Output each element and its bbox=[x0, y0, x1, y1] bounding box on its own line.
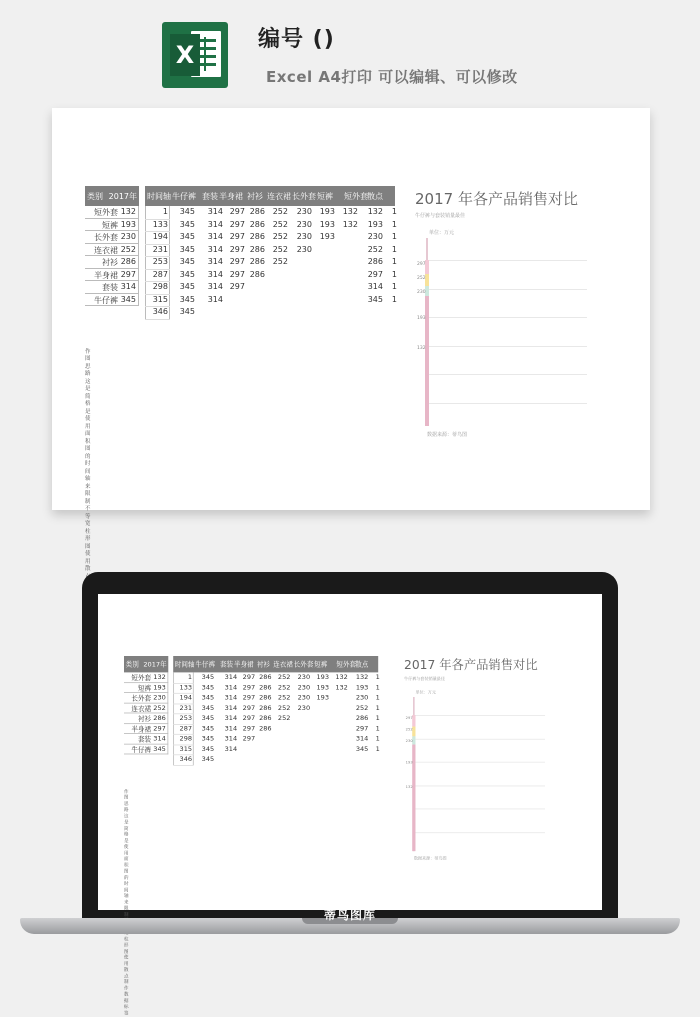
table-cell[interactable]: 286 bbox=[249, 257, 265, 266]
page-title: 编号 () bbox=[258, 27, 335, 52]
table-cell[interactable]: 314 bbox=[207, 257, 223, 266]
chart-gridline bbox=[427, 403, 587, 404]
chart-gridline bbox=[427, 374, 587, 375]
category-row[interactable] bbox=[85, 281, 139, 294]
table-cell[interactable]: 252 bbox=[277, 673, 291, 681]
table-cell[interactable]: 230 bbox=[297, 703, 311, 712]
category-name: 短裤 bbox=[102, 220, 118, 230]
column-header: 散点 bbox=[367, 192, 383, 201]
table-cell[interactable]: 297 bbox=[242, 714, 256, 722]
table-cell[interactable]: 297 bbox=[242, 703, 256, 712]
table-cell[interactable]: 286 bbox=[259, 703, 272, 712]
table-cell[interactable]: 132 bbox=[335, 683, 348, 691]
category-value: 230 bbox=[120, 232, 136, 241]
table-cell[interactable]: 345 bbox=[201, 724, 215, 732]
table-cell[interactable]: 193 bbox=[316, 673, 329, 681]
data-label: 193 bbox=[405, 760, 413, 766]
table-cell[interactable]: 314 bbox=[224, 714, 238, 722]
category-name: 长外套 bbox=[131, 694, 152, 702]
table-cell[interactable]: 286 bbox=[249, 207, 265, 216]
table-cell[interactable]: 297 bbox=[242, 734, 256, 743]
column-header: 短外套 bbox=[344, 192, 368, 201]
table-cell[interactable]: 346 bbox=[152, 307, 168, 316]
table-cell[interactable]: 194 bbox=[152, 232, 168, 241]
table-cell[interactable]: 1 bbox=[375, 724, 380, 732]
category-row[interactable] bbox=[85, 219, 139, 232]
table-cell[interactable]: 230 bbox=[296, 232, 312, 241]
table-cell[interactable]: 314 bbox=[207, 294, 223, 304]
table-cell[interactable]: 193 bbox=[319, 232, 335, 241]
column-header: 牛仔裤 bbox=[172, 192, 196, 201]
table-cell[interactable]: 298 bbox=[179, 734, 193, 743]
table-cell[interactable]: 345 bbox=[201, 714, 215, 722]
table-cell[interactable]: 133 bbox=[179, 683, 193, 691]
category-row[interactable] bbox=[124, 693, 168, 703]
data-label: 230 bbox=[405, 739, 413, 744]
category-value: 297 bbox=[153, 724, 166, 732]
table-cell[interactable]: 314 bbox=[355, 734, 369, 743]
chart-gridline bbox=[414, 738, 545, 739]
category-header-label: 类别 bbox=[125, 660, 139, 669]
category-table-header bbox=[124, 656, 168, 672]
table-cell[interactable]: 230 bbox=[355, 693, 369, 702]
table-cell[interactable]: 252 bbox=[277, 714, 291, 722]
table-cell[interactable]: 252 bbox=[272, 219, 288, 229]
excel-x-mark: X bbox=[170, 34, 200, 76]
column-header: 时间轴 bbox=[174, 660, 195, 669]
table-cell[interactable]: 193 bbox=[316, 683, 329, 691]
table-cell[interactable]: 297 bbox=[242, 693, 256, 702]
category-name: 短外套 bbox=[131, 674, 152, 682]
table-cell[interactable]: 252 bbox=[277, 703, 291, 712]
table-cell[interactable]: 1 bbox=[391, 257, 397, 266]
note-line: 使用散 bbox=[85, 551, 91, 572]
table-cell[interactable]: 286 bbox=[367, 257, 383, 266]
category-value: 132 bbox=[120, 207, 136, 216]
table-cell[interactable]: 286 bbox=[249, 232, 265, 241]
table-cell[interactable]: 132 bbox=[342, 219, 358, 229]
category-value: 193 bbox=[120, 219, 136, 229]
chart-title: 2017 年各产品销售对比 bbox=[404, 657, 538, 673]
category-row[interactable] bbox=[124, 672, 168, 682]
table-cell[interactable]: 345 bbox=[201, 734, 215, 743]
table-cell[interactable]: 345 bbox=[201, 673, 215, 681]
table-cell[interactable]: 314 bbox=[207, 207, 223, 216]
table-cell[interactable]: 253 bbox=[152, 257, 168, 266]
column-header: 长外套 bbox=[292, 192, 316, 201]
table-cell[interactable]: 194 bbox=[179, 693, 193, 702]
column-header: 套装 bbox=[202, 192, 218, 201]
table-cell[interactable]: 346 bbox=[179, 755, 193, 763]
table-cell[interactable]: 345 bbox=[201, 755, 215, 763]
chart-gridline bbox=[414, 715, 545, 716]
table-cell[interactable]: 314 bbox=[224, 734, 238, 743]
data-table-header bbox=[145, 186, 395, 206]
chart-gridline bbox=[427, 289, 587, 290]
category-name: 套装 bbox=[102, 283, 118, 292]
table-cell[interactable]: 1 bbox=[375, 734, 380, 743]
category-table-header bbox=[85, 186, 139, 206]
table-cell[interactable]: 298 bbox=[152, 282, 168, 291]
table-cell[interactable]: 297 bbox=[229, 244, 245, 254]
chart-unit: 单位：万元 bbox=[415, 690, 436, 696]
table-cell[interactable]: 314 bbox=[224, 693, 238, 702]
category-value: 314 bbox=[153, 734, 166, 743]
year-header-label: 2017年 bbox=[108, 192, 137, 201]
category-row[interactable] bbox=[85, 294, 139, 307]
table-cell[interactable]: 345 bbox=[201, 683, 215, 691]
data-label: 193 bbox=[417, 316, 426, 321]
table-cell[interactable]: 345 bbox=[179, 307, 195, 316]
table-cell[interactable]: 132 bbox=[355, 673, 369, 681]
table-cell[interactable]: 193 bbox=[319, 207, 335, 216]
table-cell[interactable]: 1 bbox=[391, 282, 397, 291]
data-label: 132 bbox=[417, 346, 426, 351]
table-cell[interactable]: 314 bbox=[224, 673, 238, 681]
column-header: 衬衫 bbox=[256, 660, 270, 669]
category-value: 252 bbox=[153, 703, 166, 712]
table-cell[interactable]: 345 bbox=[179, 282, 195, 291]
table-cell[interactable]: 1 bbox=[187, 673, 193, 681]
table-cell[interactable]: 252 bbox=[277, 693, 291, 702]
table-cell[interactable]: 1 bbox=[391, 219, 397, 229]
table-cell[interactable]: 252 bbox=[355, 703, 369, 712]
chart-gridline bbox=[427, 346, 587, 347]
table-cell[interactable]: 345 bbox=[367, 294, 383, 304]
table-cell[interactable]: 252 bbox=[272, 244, 288, 254]
table-cell[interactable]: 314 bbox=[207, 244, 223, 254]
note-line: 作图思路 bbox=[124, 789, 129, 813]
table-cell[interactable]: 345 bbox=[201, 744, 215, 753]
year-header-label: 2017年 bbox=[143, 660, 167, 669]
table-cell[interactable]: 133 bbox=[152, 219, 168, 229]
note-line: 使用散点制作数据标签 bbox=[124, 955, 129, 1016]
table-cell[interactable]: 297 bbox=[229, 219, 245, 229]
table-cell[interactable]: 297 bbox=[355, 724, 369, 732]
chart-source: 数据来源：蒂鸟图 bbox=[413, 856, 447, 861]
table-cell[interactable]: 314 bbox=[207, 282, 223, 291]
table-cell[interactable]: 231 bbox=[152, 244, 168, 254]
data-label: 252 bbox=[417, 276, 426, 281]
column-header: 散点 bbox=[355, 660, 369, 669]
table-cell[interactable]: 314 bbox=[224, 744, 238, 753]
table-cell[interactable]: 345 bbox=[179, 269, 195, 279]
table-cell[interactable]: 297 bbox=[229, 207, 245, 216]
table-cell[interactable]: 297 bbox=[242, 724, 256, 732]
category-value: 252 bbox=[120, 244, 136, 254]
table-cell[interactable]: 345 bbox=[179, 219, 195, 229]
table-cell[interactable]: 253 bbox=[179, 714, 193, 722]
table-cell[interactable]: 297 bbox=[242, 673, 256, 681]
chart-gridline bbox=[414, 809, 545, 810]
table-cell[interactable]: 193 bbox=[316, 693, 329, 702]
table-cell[interactable]: 1 bbox=[375, 693, 380, 702]
table-cell[interactable]: 286 bbox=[259, 693, 272, 702]
table-cell[interactable]: 314 bbox=[224, 683, 238, 691]
table-cell[interactable]: 1 bbox=[391, 269, 397, 279]
category-row[interactable] bbox=[124, 703, 168, 713]
chart-gridline bbox=[414, 762, 545, 763]
table-cell[interactable]: 1 bbox=[375, 714, 380, 722]
category-name: 半身裙 bbox=[131, 725, 152, 733]
table-cell[interactable]: 314 bbox=[207, 232, 223, 241]
table-cell[interactable]: 314 bbox=[207, 269, 223, 279]
page-subtitle: Excel A4打印 可以编辑、可以修改 bbox=[266, 68, 518, 86]
chart-gridline bbox=[414, 785, 545, 786]
category-row[interactable] bbox=[124, 683, 168, 693]
table-cell[interactable]: 286 bbox=[249, 219, 265, 229]
table-cell[interactable]: 287 bbox=[179, 724, 193, 732]
data-label: 252 bbox=[405, 728, 413, 733]
table-cell[interactable]: 345 bbox=[179, 257, 195, 266]
column-header: 短裤 bbox=[317, 192, 333, 201]
table-cell[interactable]: 297 bbox=[242, 683, 256, 691]
category-row[interactable] bbox=[85, 206, 139, 219]
category-name: 牛仔裤 bbox=[94, 295, 118, 305]
table-cell[interactable]: 230 bbox=[297, 693, 311, 702]
data-label: 297 bbox=[417, 262, 426, 267]
table-cell[interactable]: 286 bbox=[355, 714, 369, 722]
column-header: 长外套 bbox=[293, 660, 314, 669]
table-cell[interactable]: 193 bbox=[319, 219, 335, 229]
table-cell[interactable]: 297 bbox=[229, 282, 245, 291]
table-cell[interactable]: 252 bbox=[367, 244, 383, 254]
data-table-header bbox=[173, 656, 378, 672]
note-line: 这是简格是使用面积图的时间轴来限制 柱形图 bbox=[124, 813, 129, 955]
chart-title: 2017 年各产品销售对比 bbox=[415, 190, 578, 208]
category-value: 286 bbox=[120, 257, 136, 266]
table-cell[interactable]: 193 bbox=[367, 219, 383, 229]
column-header: 衬衫 bbox=[247, 192, 263, 201]
category-name: 衬衫 bbox=[137, 715, 152, 723]
table-cell[interactable]: 1 bbox=[375, 673, 380, 681]
column-header: 套装 bbox=[219, 660, 234, 669]
table-cell[interactable]: 286 bbox=[259, 683, 272, 691]
table-cell[interactable]: 193 bbox=[355, 683, 369, 691]
table-cell[interactable]: 314 bbox=[224, 703, 238, 712]
category-row[interactable] bbox=[85, 269, 139, 282]
category-value: 345 bbox=[120, 294, 136, 304]
chart-subtitle: 牛仔裤与套装销量最佳 bbox=[415, 213, 466, 219]
table-cell[interactable]: 230 bbox=[297, 673, 311, 681]
category-header-label: 类别 bbox=[87, 192, 103, 201]
table-cell[interactable]: 315 bbox=[152, 294, 168, 304]
table-cell[interactable]: 297 bbox=[367, 269, 383, 279]
data-label: 132 bbox=[405, 785, 413, 790]
category-value: 314 bbox=[120, 282, 136, 291]
category-value: 297 bbox=[120, 269, 136, 279]
category-name: 短外套 bbox=[94, 208, 118, 217]
column-header: 半身裙 bbox=[233, 660, 254, 669]
category-row[interactable] bbox=[124, 744, 168, 754]
table-cell[interactable]: 1 bbox=[391, 207, 397, 216]
table-cell[interactable]: 1 bbox=[162, 207, 168, 216]
table-cell[interactable]: 297 bbox=[229, 257, 245, 266]
note-line: 作图思路 bbox=[85, 348, 91, 377]
table-cell[interactable]: 345 bbox=[179, 244, 195, 254]
category-value: 286 bbox=[153, 714, 166, 722]
column-header: 短外套 bbox=[336, 660, 357, 669]
table-cell[interactable]: 345 bbox=[201, 693, 215, 702]
table-cell[interactable]: 315 bbox=[179, 744, 193, 753]
category-row[interactable] bbox=[124, 713, 168, 723]
column-header: 连衣裙 bbox=[267, 192, 291, 201]
watermark-text: 蒂鸟图库 bbox=[323, 908, 376, 922]
chart-unit: 单位：万元 bbox=[429, 230, 455, 236]
category-row[interactable] bbox=[85, 244, 139, 257]
table-cell[interactable]: 345 bbox=[201, 703, 215, 712]
table-cell[interactable]: 345 bbox=[179, 294, 195, 304]
category-name: 衬衫 bbox=[102, 258, 118, 267]
table-cell[interactable]: 286 bbox=[259, 714, 272, 722]
table-cell[interactable]: 132 bbox=[342, 207, 358, 216]
column-header: 牛仔裤 bbox=[195, 660, 216, 669]
table-cell[interactable]: 345 bbox=[179, 232, 195, 241]
category-name: 短裤 bbox=[137, 684, 152, 692]
table-cell[interactable]: 1 bbox=[375, 683, 380, 691]
excel-logo-icon bbox=[162, 22, 228, 88]
category-row[interactable] bbox=[124, 724, 168, 734]
table-cell[interactable]: 297 bbox=[229, 232, 245, 241]
table-cell[interactable]: 230 bbox=[296, 219, 312, 229]
category-name: 连衣裙 bbox=[94, 245, 118, 255]
table-cell[interactable]: 252 bbox=[277, 683, 291, 691]
table-cell[interactable]: 252 bbox=[272, 257, 288, 266]
chart-notes bbox=[124, 789, 129, 1017]
table-cell[interactable]: 230 bbox=[297, 683, 311, 691]
table-cell[interactable]: 1 bbox=[375, 703, 380, 712]
table-cell[interactable]: 286 bbox=[259, 673, 272, 681]
chart-gridline bbox=[427, 260, 587, 261]
category-name: 连衣裙 bbox=[131, 704, 152, 713]
chart-gridline bbox=[414, 832, 545, 833]
column-header: 时间轴 bbox=[147, 192, 171, 201]
category-name: 长外套 bbox=[94, 233, 118, 242]
table-cell[interactable]: 1 bbox=[391, 294, 397, 304]
table-cell[interactable]: 1 bbox=[391, 244, 397, 254]
table-cell[interactable]: 314 bbox=[224, 724, 238, 732]
category-value: 345 bbox=[153, 744, 166, 753]
table-cell[interactable]: 345 bbox=[355, 744, 369, 753]
table-cell[interactable]: 314 bbox=[367, 282, 383, 291]
table-cell[interactable]: 1 bbox=[375, 744, 380, 753]
table-cell[interactable]: 132 bbox=[335, 673, 348, 681]
column-header: 半身裙 bbox=[219, 192, 243, 201]
category-value: 230 bbox=[153, 693, 166, 702]
column-header: 连衣裙 bbox=[273, 660, 293, 669]
chart-subtitle: 牛仔裤与套装销量最佳 bbox=[404, 676, 446, 682]
table-row-line bbox=[145, 319, 170, 320]
category-row[interactable] bbox=[85, 231, 139, 244]
table-cell[interactable]: 230 bbox=[296, 207, 312, 216]
table-cell[interactable]: 345 bbox=[179, 207, 195, 216]
table-cell[interactable]: 231 bbox=[179, 703, 193, 712]
table-cell[interactable]: 252 bbox=[272, 232, 288, 241]
table-cell[interactable]: 230 bbox=[367, 232, 383, 241]
table-cell[interactable]: 230 bbox=[296, 244, 312, 254]
category-value: 193 bbox=[153, 683, 166, 691]
table-cell[interactable]: 314 bbox=[207, 219, 223, 229]
table-cell[interactable]: 297 bbox=[229, 269, 245, 279]
data-label: 230 bbox=[417, 290, 426, 295]
note-line: 这是简格是使用面积图的时间轴来限制不等宽柱形图 bbox=[85, 378, 91, 550]
category-name: 牛仔裤 bbox=[131, 745, 152, 754]
category-value: 132 bbox=[153, 673, 166, 681]
table-cell[interactable]: 286 bbox=[249, 244, 265, 254]
table-cell[interactable]: 286 bbox=[259, 724, 272, 732]
column-header: 短裤 bbox=[314, 660, 328, 669]
category-row[interactable] bbox=[85, 256, 139, 269]
table-cell[interactable]: 287 bbox=[152, 269, 168, 279]
chart-gridline bbox=[427, 317, 587, 318]
table-cell[interactable]: 132 bbox=[367, 207, 383, 216]
table-cell[interactable]: 286 bbox=[249, 269, 265, 279]
sheet-preview bbox=[52, 108, 650, 572]
table-cell[interactable]: 252 bbox=[272, 207, 288, 216]
table-row-line bbox=[173, 765, 194, 766]
category-row[interactable] bbox=[124, 734, 168, 744]
data-label: 297 bbox=[405, 716, 413, 721]
chart-source: 数据来源：蒂鸟图 bbox=[427, 432, 468, 438]
category-name: 半身裙 bbox=[94, 270, 118, 280]
category-name: 套装 bbox=[137, 735, 152, 743]
table-cell[interactable]: 1 bbox=[391, 232, 397, 241]
